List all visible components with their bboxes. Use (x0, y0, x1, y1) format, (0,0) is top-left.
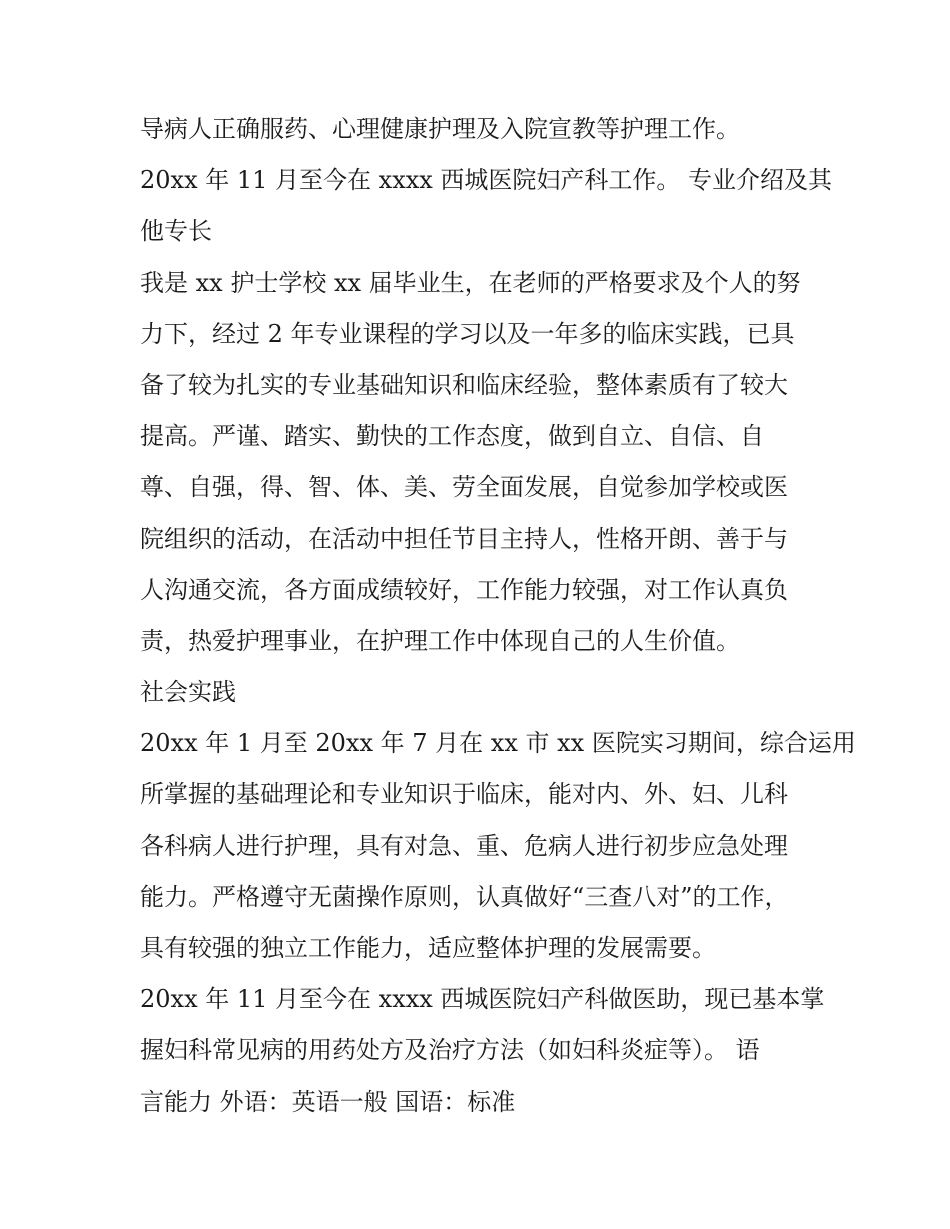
text-line: 我是 xx 护士学校 xx 届毕业生，在老师的严格要求及个人的努 (140, 268, 801, 297)
text-line: 院组织的活动，在活动中担任节目主持人，性格开朗、善于与 (140, 524, 788, 553)
text-line: 力下，经过 2 年专业课程的学习以及一年多的临床实践，已具 (140, 319, 795, 348)
text-line: 尊、自强，得、智、体、美、劳全面发展，自觉参加学校或医 (140, 473, 788, 502)
text-line: 备了较为扎实的专业基础知识和临床经验，整体素质有了较大 (140, 370, 788, 399)
text-line: 提高。严谨、踏实、勤快的工作态度，做到自立、自信、自 (140, 422, 764, 451)
text-line: 握妇科常见病的用药处方及治疗方法（如妇科炎症等）。 语 (140, 1036, 760, 1065)
text-line: 他专长 (140, 217, 212, 246)
text-line: 所掌握的基础理论和专业知识于临床，能对内、外、妇、儿科 (140, 780, 788, 809)
text-line: 具有较强的独立工作能力，适应整体护理的发展需要。 (140, 934, 716, 962)
text-line: 20xx 年 11 月至今在 xxxx 西城医院妇产科做医助，现已基本掌 (140, 985, 825, 1014)
text-line: 导病人正确服药、心理健康护理及入院宣教等护理工作。 (140, 115, 740, 143)
text-line: 人沟通交流，各方面成绩较好，工作能力较强，对工作认真负 (140, 575, 788, 604)
text-line: 20xx 年 1 月至 20xx 年 7 月在 xx 市 xx 医院实习期间，综合运用 (140, 729, 856, 758)
document-body (140, 104, 856, 1128)
text-line: 言能力 外语：英语一般 国语：标准 (140, 1087, 516, 1116)
text-line: 责，热爱护理事业，在护理工作中体现自己的人生价值。 (140, 626, 740, 655)
section-heading: 社会实践 (140, 678, 236, 707)
text-line: 能力。严格遵守无菌操作原则，认真做好“三查八对”的工作， (140, 882, 789, 911)
text-line: 20xx 年 11 月至今在 xxxx 西城医院妇产科工作。 专业介绍及其 (140, 166, 833, 195)
text-line: 各科病人进行护理，具有对急、重、危病人进行初步应急处理 (140, 831, 788, 860)
